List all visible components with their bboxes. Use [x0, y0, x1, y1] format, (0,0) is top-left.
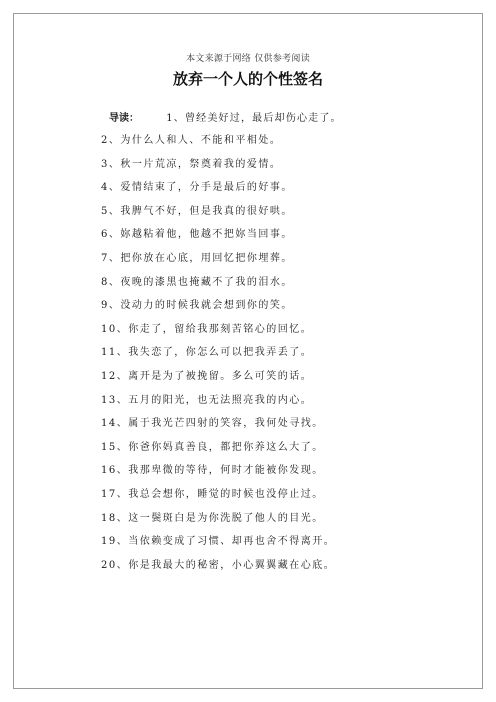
list-item: 8、夜晚的漆黑也掩藏不了我的泪水。 — [101, 276, 293, 288]
list-item: 17、我总会想你，睡觉的时候也没停止过。 — [101, 488, 324, 500]
intro-line — [109, 109, 342, 124]
list-item: 15、你爸你妈真善良，都把你养这么大了。 — [101, 441, 324, 453]
intro-text: 1、曾经美好过，最后却伤心走了。 — [166, 113, 342, 124]
source-note: 本文来源于网络 仅供参考阅读 — [185, 54, 311, 64]
list-item: 9、没动力的时候我就会想到你的笑。 — [101, 300, 293, 312]
signature-list — [101, 134, 335, 582]
list-item: 19、当依赖变成了习惯、却再也舍不得离开。 — [101, 536, 336, 548]
page-title: 放弃一个人的个性签名 — [172, 70, 323, 88]
list-item: 18、这一鬓斑白是为你洗脱了他人的目光。 — [101, 512, 324, 524]
list-item: 16、我那卑微的等待，何时才能被你发现。 — [101, 465, 324, 477]
list-item: 3、秋一片荒凉，祭奠着我的爱情。 — [101, 158, 282, 170]
list-item: 5、我脾气不好，但是我真的很好哄。 — [101, 205, 293, 217]
list-item: 13、五月的阳光，也无法照亮我的内心。 — [101, 394, 313, 406]
list-item: 12、离开是为了被挽留。多么可笑的话。 — [101, 370, 313, 382]
intro-label: 导读： — [109, 113, 139, 124]
list-item: 6、妳越粘着他，他越不把妳当回事。 — [101, 229, 293, 241]
list-item: 10、你走了，留给我那刻苦铭心的回忆。 — [101, 323, 313, 335]
list-item: 14、属于我光芒四射的笑容，我何处寻找。 — [101, 418, 324, 430]
list-item: 2、为什么人和人、不能和平相处。 — [101, 135, 282, 146]
list-item: 11、我失恋了，你怎么可以把我弄丢了。 — [101, 347, 313, 359]
list-item: 7、把你放在心底，用回忆把你埋葬。 — [101, 252, 293, 264]
list-item: 20、你是我最大的秘密，小心翼翼藏在心底。 — [101, 559, 336, 571]
list-item: 4、爱情结束了，分手是最后的好事。 — [101, 182, 293, 194]
